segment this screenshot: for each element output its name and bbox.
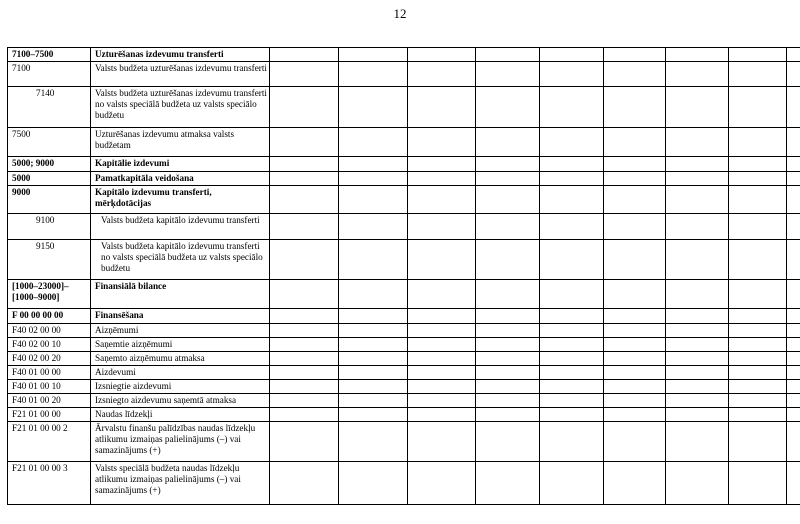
value-cell xyxy=(729,172,787,186)
row-code: 7100–7500 xyxy=(8,48,91,62)
value-cell xyxy=(339,186,408,214)
value-cell xyxy=(729,366,787,380)
value-cell xyxy=(604,324,666,338)
value-cell xyxy=(787,366,800,380)
value-cell xyxy=(339,157,408,172)
row-code: F40 01 00 20 xyxy=(8,394,91,408)
table-row xyxy=(8,309,800,324)
value-cell xyxy=(270,422,339,462)
value-cell xyxy=(666,338,729,352)
value-cell xyxy=(604,62,666,87)
row-code: 9150 xyxy=(8,240,91,280)
value-cell xyxy=(408,309,476,324)
table-row xyxy=(8,48,800,62)
value-cell xyxy=(540,48,604,62)
row-label: Pamatkapitāla veidošana xyxy=(91,172,270,186)
value-cell xyxy=(476,186,540,214)
value-cell xyxy=(408,240,476,280)
value-cell xyxy=(540,338,604,352)
value-cell xyxy=(787,48,800,62)
value-cell xyxy=(729,48,787,62)
row-label: Valsts budžeta uzturēšanas izdevumu transferti xyxy=(91,62,270,87)
value-cell xyxy=(540,366,604,380)
table-row xyxy=(8,338,800,352)
value-cell xyxy=(729,62,787,87)
row-code: F40 02 00 10 xyxy=(8,338,91,352)
value-cell xyxy=(787,338,800,352)
value-cell xyxy=(787,157,800,172)
value-cell xyxy=(666,309,729,324)
row-code: 7500 xyxy=(8,128,91,157)
value-cell xyxy=(540,157,604,172)
value-cell xyxy=(604,309,666,324)
table-row xyxy=(8,62,800,87)
value-cell xyxy=(540,62,604,87)
value-cell xyxy=(339,214,408,240)
value-cell xyxy=(666,87,729,128)
value-cell xyxy=(270,186,339,214)
value-cell xyxy=(339,280,408,309)
row-code: 7100 xyxy=(8,62,91,87)
table-row xyxy=(8,87,800,128)
row-code: F 00 00 00 00 xyxy=(8,309,91,324)
value-cell xyxy=(476,462,540,505)
value-cell xyxy=(666,352,729,366)
value-cell xyxy=(729,380,787,394)
value-cell xyxy=(339,366,408,380)
value-cell xyxy=(270,62,339,87)
value-cell xyxy=(270,128,339,157)
value-cell xyxy=(408,214,476,240)
value-cell xyxy=(408,62,476,87)
row-code: 7140 xyxy=(8,87,91,128)
value-cell xyxy=(270,172,339,186)
table-row xyxy=(8,462,800,505)
row-label: Valsts budžeta uzturēšanas izdevumu transferti no valsts speciālā budžeta uz valsts speciālo budžetu xyxy=(91,87,270,128)
row-label: Finansēšana xyxy=(91,309,270,324)
row-label: Izsniegto aizdevumu saņemtā atmaksa xyxy=(91,394,270,408)
value-cell xyxy=(604,280,666,309)
value-cell xyxy=(270,48,339,62)
row-code: 9100 xyxy=(8,214,91,240)
row-code: F40 01 00 00 xyxy=(8,366,91,380)
value-cell xyxy=(339,87,408,128)
value-cell xyxy=(476,214,540,240)
value-cell xyxy=(270,462,339,505)
value-cell xyxy=(476,280,540,309)
row-label: Aizņēmumi xyxy=(91,324,270,338)
value-cell xyxy=(787,62,800,87)
value-cell xyxy=(408,422,476,462)
value-cell xyxy=(476,380,540,394)
value-cell xyxy=(729,157,787,172)
row-code: F40 02 00 20 xyxy=(8,352,91,366)
value-cell xyxy=(787,408,800,422)
value-cell xyxy=(270,309,339,324)
value-cell xyxy=(729,87,787,128)
value-cell xyxy=(666,157,729,172)
value-cell xyxy=(540,128,604,157)
value-cell xyxy=(540,408,604,422)
value-cell xyxy=(476,157,540,172)
value-cell xyxy=(270,87,339,128)
value-cell xyxy=(787,352,800,366)
value-cell xyxy=(729,352,787,366)
row-label: Kapitālie izdevumi xyxy=(91,157,270,172)
value-cell xyxy=(729,186,787,214)
row-code: 9000 xyxy=(8,186,91,214)
table-row xyxy=(8,128,800,157)
value-cell xyxy=(270,324,339,338)
row-code: F21 01 00 00 2 xyxy=(8,422,91,462)
value-cell xyxy=(476,87,540,128)
value-cell xyxy=(666,240,729,280)
value-cell xyxy=(339,62,408,87)
value-cell xyxy=(604,186,666,214)
value-cell xyxy=(666,366,729,380)
value-cell xyxy=(666,380,729,394)
value-cell xyxy=(476,422,540,462)
value-cell xyxy=(339,240,408,280)
value-cell xyxy=(339,422,408,462)
value-cell xyxy=(408,186,476,214)
value-cell xyxy=(604,87,666,128)
value-cell xyxy=(729,324,787,338)
table-row xyxy=(8,324,800,338)
row-label: Uzturēšanas izdevumu atmaksa valsts budžetam xyxy=(91,128,270,157)
value-cell xyxy=(339,309,408,324)
table-row xyxy=(8,352,800,366)
value-cell xyxy=(408,157,476,172)
value-cell xyxy=(270,408,339,422)
value-cell xyxy=(787,394,800,408)
table-row xyxy=(8,172,800,186)
value-cell xyxy=(476,394,540,408)
row-label: Izsniegtie aizdevumi xyxy=(91,380,270,394)
value-cell xyxy=(339,394,408,408)
value-cell xyxy=(476,240,540,280)
value-cell xyxy=(339,324,408,338)
table-row xyxy=(8,280,800,309)
value-cell xyxy=(540,309,604,324)
row-label: Saņemto aizņēmumu atmaksa xyxy=(91,352,270,366)
value-cell xyxy=(540,394,604,408)
value-cell xyxy=(666,172,729,186)
value-cell xyxy=(408,352,476,366)
value-cell xyxy=(540,324,604,338)
row-code: 5000 xyxy=(8,172,91,186)
value-cell xyxy=(540,280,604,309)
value-cell xyxy=(408,380,476,394)
value-cell xyxy=(476,48,540,62)
value-cell xyxy=(729,394,787,408)
value-cell xyxy=(604,462,666,505)
value-cell xyxy=(666,214,729,240)
table-row xyxy=(8,214,800,240)
value-cell xyxy=(729,462,787,505)
row-code: 5000; 9000 xyxy=(8,157,91,172)
value-cell xyxy=(540,87,604,128)
value-cell xyxy=(787,214,800,240)
value-cell xyxy=(476,128,540,157)
row-label: Finansiālā bilance xyxy=(91,280,270,309)
value-cell xyxy=(476,309,540,324)
value-cell xyxy=(540,380,604,394)
value-cell xyxy=(604,240,666,280)
value-cell xyxy=(339,48,408,62)
table-row xyxy=(8,422,800,462)
value-cell xyxy=(540,214,604,240)
value-cell xyxy=(729,422,787,462)
row-code: [1000–23000]–[1000–9000] xyxy=(8,280,91,309)
value-cell xyxy=(476,366,540,380)
value-cell xyxy=(540,422,604,462)
value-cell xyxy=(729,280,787,309)
value-cell xyxy=(787,324,800,338)
table-row xyxy=(8,408,800,422)
value-cell xyxy=(604,128,666,157)
value-cell xyxy=(270,366,339,380)
row-label: Kapitālo izdevumu transferti, mērķdotācijas xyxy=(91,186,270,214)
row-label: Ārvalstu finanšu palīdzības naudas līdzekļu atlikumu izmaiņas palielinājums (–) vai samazinājums (+) xyxy=(91,422,270,462)
value-cell xyxy=(666,394,729,408)
value-cell xyxy=(666,62,729,87)
value-cell xyxy=(339,380,408,394)
value-cell xyxy=(408,394,476,408)
value-cell xyxy=(666,280,729,309)
value-cell xyxy=(339,408,408,422)
value-cell xyxy=(339,128,408,157)
value-cell xyxy=(476,172,540,186)
value-cell xyxy=(540,186,604,214)
table-row xyxy=(8,394,800,408)
row-label: Naudas līdzekļi xyxy=(91,408,270,422)
value-cell xyxy=(270,352,339,366)
value-cell xyxy=(270,380,339,394)
value-cell xyxy=(604,408,666,422)
value-cell xyxy=(604,214,666,240)
value-cell xyxy=(666,408,729,422)
row-code: F21 01 00 00 xyxy=(8,408,91,422)
value-cell xyxy=(540,462,604,505)
value-cell xyxy=(540,240,604,280)
table-row xyxy=(8,240,800,280)
value-cell xyxy=(270,157,339,172)
table-row xyxy=(8,366,800,380)
value-cell xyxy=(408,408,476,422)
value-cell xyxy=(270,338,339,352)
value-cell xyxy=(540,352,604,366)
value-cell xyxy=(787,462,800,505)
value-cell xyxy=(787,87,800,128)
value-cell xyxy=(729,214,787,240)
value-cell xyxy=(666,128,729,157)
row-label: Valsts speciālā budžeta naudas līdzekļu atlikumu izmaiņas palielinājums (–) vai samazinājums (+) xyxy=(91,462,270,505)
row-label: Saņemtie aizņēmumi xyxy=(91,338,270,352)
table-row xyxy=(8,186,800,214)
value-cell xyxy=(604,157,666,172)
value-cell xyxy=(408,324,476,338)
budget-table-body xyxy=(8,48,800,505)
value-cell xyxy=(666,462,729,505)
value-cell xyxy=(604,352,666,366)
page-number: 12 xyxy=(393,6,407,21)
value-cell xyxy=(604,48,666,62)
value-cell xyxy=(787,280,800,309)
value-cell xyxy=(408,462,476,505)
value-cell xyxy=(604,172,666,186)
value-cell xyxy=(408,48,476,62)
value-cell xyxy=(729,309,787,324)
value-cell xyxy=(787,422,800,462)
value-cell xyxy=(604,338,666,352)
value-cell xyxy=(270,394,339,408)
value-cell xyxy=(666,324,729,338)
value-cell xyxy=(604,394,666,408)
value-cell xyxy=(270,240,339,280)
value-cell xyxy=(787,128,800,157)
value-cell xyxy=(270,214,339,240)
value-cell xyxy=(787,380,800,394)
value-cell xyxy=(339,338,408,352)
value-cell xyxy=(729,408,787,422)
row-label: Valsts budžeta kapitālo izdevumu transferti xyxy=(91,214,270,240)
value-cell xyxy=(476,338,540,352)
table-row xyxy=(8,157,800,172)
row-label: Uzturēšanas izdevumu transferti xyxy=(91,48,270,62)
value-cell xyxy=(666,48,729,62)
row-label: Aizdevumi xyxy=(91,366,270,380)
value-cell xyxy=(408,280,476,309)
value-cell xyxy=(408,366,476,380)
row-label: Valsts budžeta kapitālo izdevumu transferti no valsts speciālā budžeta uz valsts speciālo budžetu xyxy=(91,240,270,280)
value-cell xyxy=(408,128,476,157)
row-code: F40 02 00 00 xyxy=(8,324,91,338)
value-cell xyxy=(604,366,666,380)
value-cell xyxy=(729,128,787,157)
value-cell xyxy=(604,422,666,462)
value-cell xyxy=(339,462,408,505)
value-cell xyxy=(666,186,729,214)
value-cell xyxy=(270,280,339,309)
table-row xyxy=(8,380,800,394)
value-cell xyxy=(339,172,408,186)
value-cell xyxy=(476,324,540,338)
row-code: F40 01 00 10 xyxy=(8,380,91,394)
value-cell xyxy=(339,352,408,366)
value-cell xyxy=(729,338,787,352)
value-cell xyxy=(476,352,540,366)
value-cell xyxy=(787,240,800,280)
value-cell xyxy=(666,422,729,462)
value-cell xyxy=(476,62,540,87)
value-cell xyxy=(787,309,800,324)
value-cell xyxy=(787,172,800,186)
value-cell xyxy=(787,186,800,214)
value-cell xyxy=(408,172,476,186)
value-cell xyxy=(540,172,604,186)
row-code: F21 01 00 00 3 xyxy=(8,462,91,505)
value-cell xyxy=(408,338,476,352)
value-cell xyxy=(408,87,476,128)
budget-table xyxy=(7,47,800,505)
value-cell xyxy=(476,408,540,422)
value-cell xyxy=(729,240,787,280)
value-cell xyxy=(604,380,666,394)
